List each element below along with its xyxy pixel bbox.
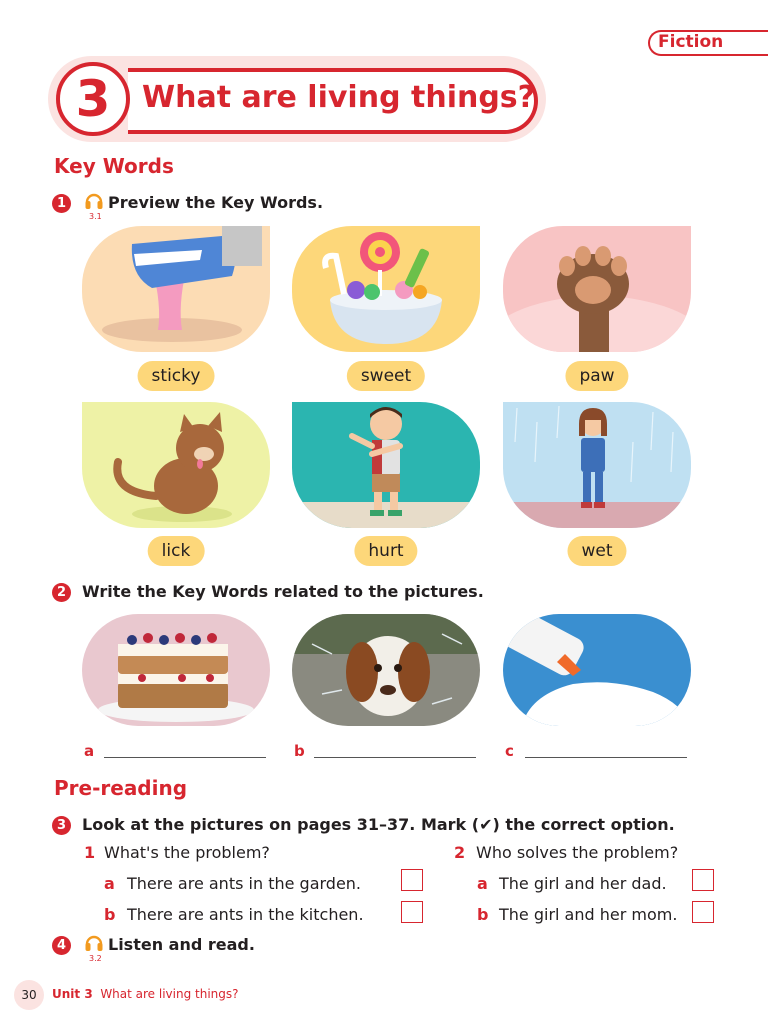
glue-photo: [503, 614, 691, 726]
answer-letter-b: b: [294, 742, 305, 760]
answer-letter-c: c: [505, 742, 514, 760]
hurt-picture: [292, 402, 480, 528]
answer-line-a[interactable]: [104, 757, 266, 758]
option-text: The girl and her dad.: [499, 874, 667, 893]
wet-picture: [503, 402, 691, 528]
task-number-1: 1: [52, 194, 71, 213]
task-4-instruction: Listen and read.: [108, 935, 255, 954]
key-words-heading: Key Words: [54, 154, 174, 178]
page-number: 30: [21, 988, 37, 1002]
word-pill-sweet: sweet: [347, 361, 425, 391]
footer-unit-title: What are living things?: [100, 987, 239, 1001]
paw-picture: [503, 226, 691, 352]
cake-photo: [82, 614, 270, 726]
option-letter: b: [104, 905, 116, 924]
sticky-picture: [82, 226, 270, 352]
track-number: 3.1: [89, 212, 102, 221]
footer-unit: [52, 987, 239, 1001]
answer-letter-a: a: [84, 742, 95, 760]
task-number-2: 2: [52, 583, 71, 602]
fiction-label: Fiction: [658, 32, 724, 52]
checkbox-q1-b[interactable]: [401, 901, 423, 923]
word-pill-wet: wet: [567, 536, 626, 566]
option-letter: a: [104, 874, 115, 893]
wet-dog-photo: [292, 614, 480, 726]
option-letter: b: [477, 905, 489, 924]
answer-line-c[interactable]: [525, 757, 687, 758]
option-text: There are ants in the garden.: [127, 874, 362, 893]
checkbox-q2-b[interactable]: [692, 901, 714, 923]
task-number-4: 4: [52, 936, 71, 955]
task-3-instruction: Look at the pictures on pages 31–37. Mark (✔) the correct option.: [82, 815, 675, 834]
checkbox-q2-a[interactable]: [692, 869, 714, 891]
option-text: There are ants in the kitchen.: [127, 905, 364, 924]
footer-unit-label: Unit 3: [52, 987, 93, 1001]
task-1-instruction: Preview the Key Words.: [108, 193, 324, 212]
question-number-2: 2: [454, 843, 466, 862]
question-2-text: Who solves the problem?: [476, 843, 679, 862]
unit-number: 3: [75, 70, 111, 128]
sweet-picture: [292, 226, 480, 352]
task-number-3: 3: [52, 816, 71, 835]
word-pill-hurt: hurt: [354, 536, 417, 566]
option-letter: a: [477, 874, 488, 893]
answer-line-b[interactable]: [314, 757, 476, 758]
pre-reading-heading: Pre-reading: [54, 776, 188, 800]
word-pill-paw: paw: [565, 361, 628, 391]
option-text: The girl and her mom.: [499, 905, 678, 924]
track-number: 3.2: [89, 954, 102, 963]
word-pill-lick: lick: [148, 536, 205, 566]
lick-picture: [82, 402, 270, 528]
question-1-text: What's the problem?: [104, 843, 270, 862]
word-pill-sticky: sticky: [138, 361, 215, 391]
question-number-1: 1: [84, 843, 96, 862]
unit-title: What are living things?: [142, 80, 536, 115]
task-2-instruction: Write the Key Words related to the pictures.: [82, 582, 484, 601]
checkbox-q1-a[interactable]: [401, 869, 423, 891]
